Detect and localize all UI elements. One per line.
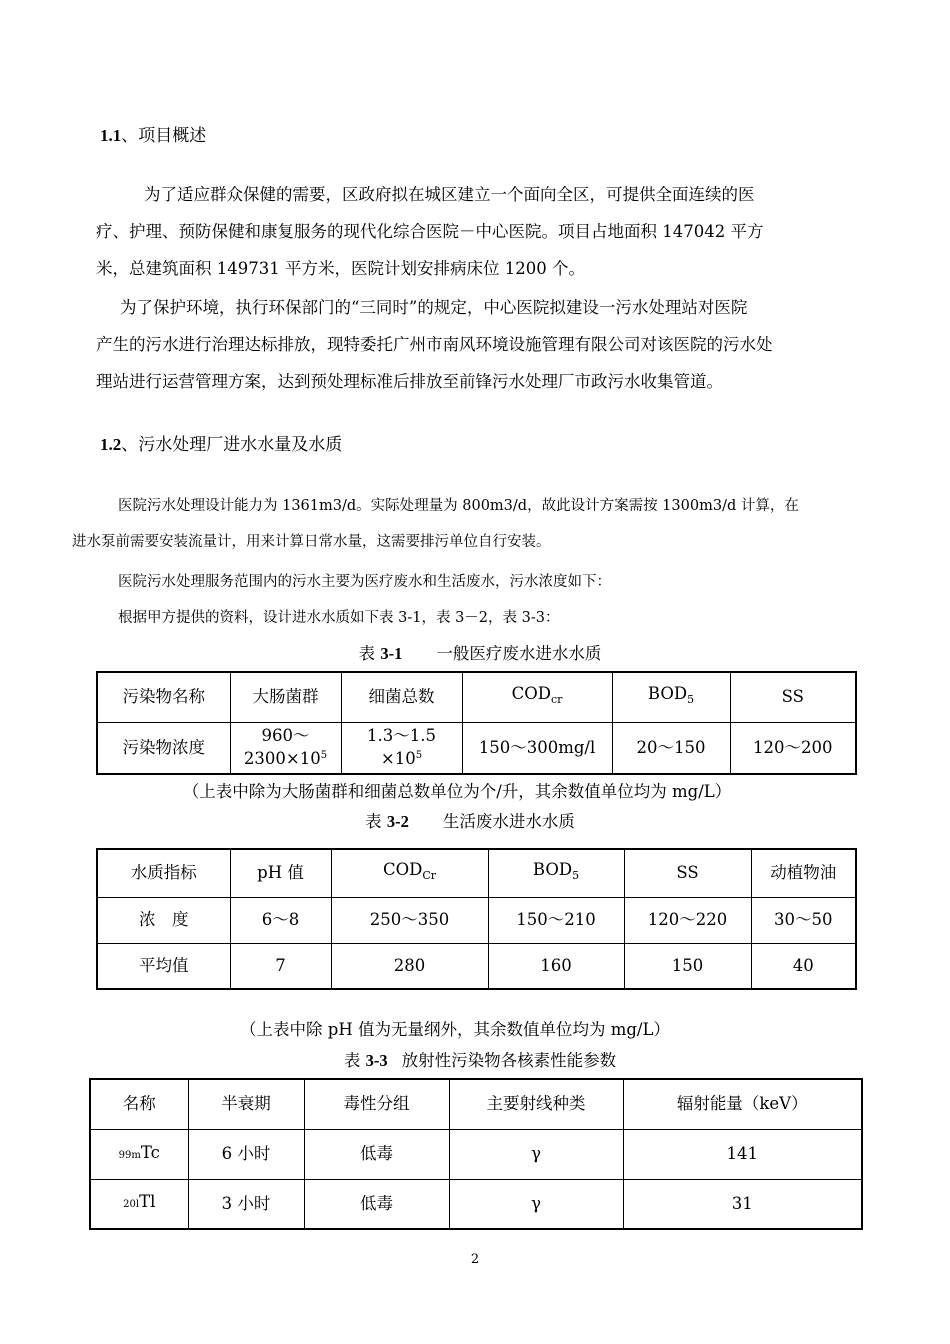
paragraph-line: 为了保护环境，执行环保部门的“三同时”的规定，中心医院拟建设一污水处理站对医院	[120, 298, 748, 317]
section-title: 、项目概述	[121, 126, 207, 146]
table-cell: 280	[331, 943, 488, 989]
section-heading-1-2	[100, 430, 342, 455]
table-radioactive-nuclides	[89, 1078, 863, 1230]
table-cell: 7	[230, 943, 331, 989]
table-row	[97, 722, 856, 774]
table-row	[90, 1129, 862, 1179]
row-label-cell: 浓 度	[97, 897, 230, 943]
header-cell: 大肠菌群	[230, 672, 341, 722]
page-number: 2	[470, 1252, 480, 1267]
table-cell: 250～350	[331, 897, 488, 943]
paragraph-line: 为了适应群众保健的需要，区政府拟在城区建立一个面向全区，可提供全面连续的医	[144, 185, 755, 204]
table-number: 3-2	[386, 812, 409, 831]
body-line: 医院污水处理服务范围内的污水主要为医疗废水和生活废水，污水浓度如下：	[118, 574, 611, 590]
header-cell: $BOD_5$	[612, 672, 730, 722]
table-row	[97, 897, 856, 943]
header-cell: SS	[730, 672, 856, 722]
table-note: （上表中除 pH 值为无量纲外，其余数值单位均为 mg/L）	[240, 1020, 670, 1039]
header-cell: $COD_{cr}$	[462, 672, 612, 722]
header-cell: 动植物油	[751, 849, 856, 897]
table-cell: 960～ $2300\times 10^5$	[230, 722, 341, 774]
table-row	[90, 1179, 862, 1229]
section-number: 1.2	[100, 435, 122, 454]
table-cell: 31	[623, 1179, 862, 1229]
table-header-row	[97, 849, 856, 897]
table-cell: 1.3～1.5 $\times 10^5$	[341, 722, 462, 774]
header-cell: $BOD_5$	[488, 849, 624, 897]
header-cell: 主要射线种类	[449, 1079, 623, 1129]
paragraph-line: 疗、护理、预防保健和康复服务的现代化综合医院－中心医院。项目占地面积 147042 平方	[96, 222, 764, 241]
table-cell: 150	[624, 943, 751, 989]
section-heading-1-1	[100, 121, 206, 146]
paragraph-line: 理站进行运营管理方案，达到预处理标准后排放至前锋污水处理厂市政污水收集管道。	[96, 372, 723, 391]
table-cell: 120～220	[624, 897, 751, 943]
table-cell: 160	[488, 943, 624, 989]
header-cell: 毒性分组	[304, 1079, 449, 1129]
table-cell: 20～150	[612, 722, 730, 774]
header-cell: 污染物名称	[97, 672, 230, 722]
table-header-row	[90, 1079, 862, 1129]
table-title: 一般医疗废水进水水质	[436, 644, 602, 663]
table-caption: 表 3-1 一般医疗废水进水水质	[358, 644, 602, 663]
table-cell: γ	[449, 1179, 623, 1229]
table-cell: 120～200	[730, 722, 856, 774]
table-cell: 150～300mg/l	[462, 722, 612, 774]
table-cell: 150～210	[488, 897, 624, 943]
header-cell: 名称	[90, 1079, 188, 1129]
table-header-row	[97, 672, 856, 722]
table-row	[97, 943, 856, 989]
header-cell: 细菌总数	[341, 672, 462, 722]
header-cell: pH 值	[230, 849, 331, 897]
section-number: 1.1	[100, 126, 122, 145]
paragraph-line: 产生的污水进行治理达标排放，现特委托广州市南风环境设施管理有限公司对该医院的污水处	[96, 335, 773, 354]
table-number: 3-3	[365, 1051, 388, 1070]
table-caption: 表 3-2 生活废水进水水质	[365, 812, 575, 831]
header-cell: 半衰期	[188, 1079, 304, 1129]
table-cell: 3 小时	[188, 1179, 304, 1229]
table-cell: γ	[449, 1129, 623, 1179]
body-line: 根据甲方提供的资料，设计进水水质如下表 3-1，表 3－2，表 3-3：	[118, 610, 560, 626]
isotope-cell: 99mTc	[90, 1129, 188, 1179]
header-cell: 水质指标	[97, 849, 230, 897]
table-cell: 6～8	[230, 897, 331, 943]
section-title: 、污水处理厂进水水量及水质	[121, 435, 343, 455]
table-cell: 40	[751, 943, 856, 989]
body-line: 医院污水处理设计能力为 1361m3/d。实际处理量为 800m3/d，故此设计方案需按 1300m3/d 计算，在	[118, 498, 799, 514]
table-note: （上表中除为大肠菌群和细菌总数单位为个/升，其余数值单位均为 mg/L）	[182, 782, 732, 801]
row-label-cell: 污染物浓度	[97, 722, 230, 774]
paragraph-line: 米，总建筑面积 149731 平方米，医院计划安排病床位 1200 个。	[96, 259, 585, 278]
table-domestic-wastewater	[96, 848, 857, 990]
table-caption: 表 3-3 放射性污染物各核素性能参数	[343, 1051, 617, 1070]
table-cell: 低毒	[304, 1129, 449, 1179]
table-general-medical-wastewater	[96, 671, 857, 775]
table-cell: 6 小时	[188, 1129, 304, 1179]
body-line: 进水泵前需要安装流量计，用来计算日常水量，这需要排污单位自行安装。	[72, 534, 551, 550]
row-label-cell: 平均值	[97, 943, 230, 989]
table-number: 3-1	[380, 644, 403, 663]
isotope-cell: 20lTl	[90, 1179, 188, 1229]
table-title: 生活废水进水水质	[442, 812, 575, 831]
table-cell: 低毒	[304, 1179, 449, 1229]
header-cell: SS	[624, 849, 751, 897]
table-cell: 30～50	[751, 897, 856, 943]
header-cell: $COD_{Cr}$	[331, 849, 488, 897]
table-title: 放射性污染物各核素性能参数	[401, 1051, 617, 1070]
header-cell: 辐射能量（keV）	[623, 1079, 862, 1129]
table-cell: 141	[623, 1129, 862, 1179]
